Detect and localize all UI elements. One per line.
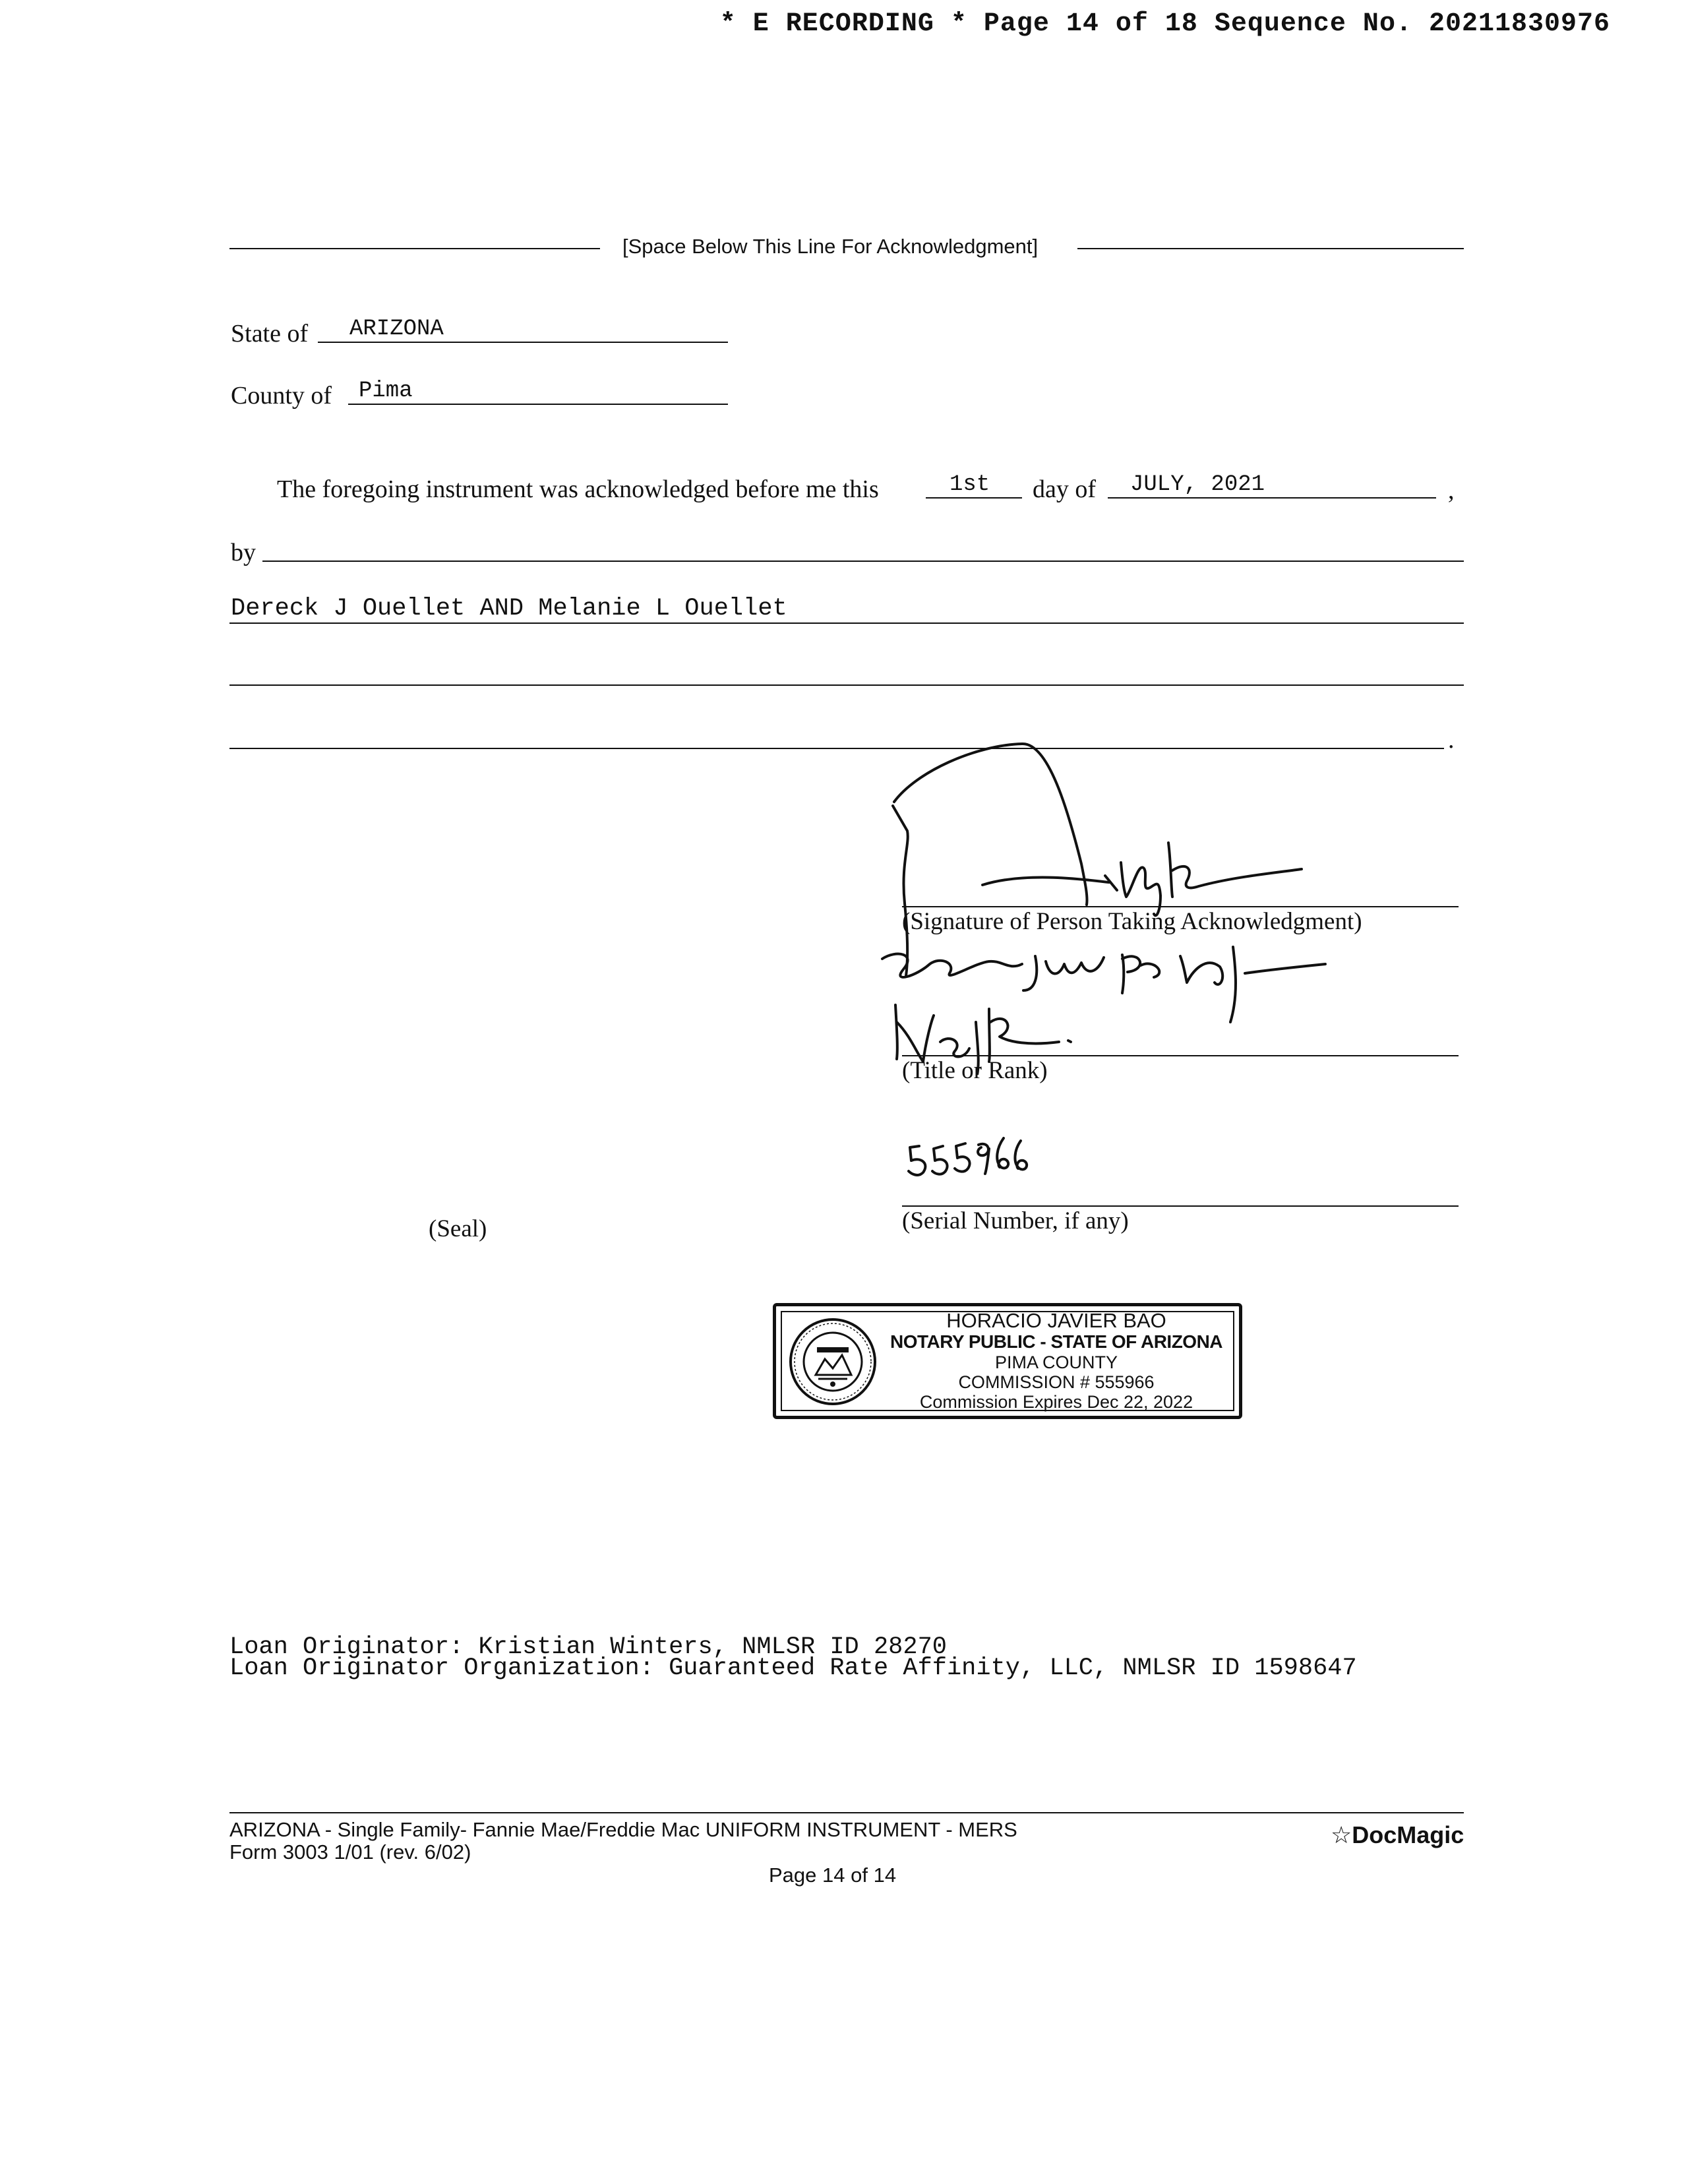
title-caption: (Title or Rank) bbox=[902, 1057, 1048, 1084]
heading-rule-right bbox=[1077, 248, 1464, 249]
day-of-label: day of bbox=[1033, 475, 1097, 503]
signer-names: Dereck J Ouellet AND Melanie L Ouellet bbox=[231, 595, 787, 622]
blank-line-1 bbox=[229, 684, 1464, 686]
loan-originator-block bbox=[229, 1633, 1357, 1682]
state-value: ARIZONA bbox=[349, 317, 444, 342]
acknowledgment-sentence: The foregoing instrument was acknowledged before me this bbox=[277, 475, 879, 503]
county-underline bbox=[348, 404, 728, 405]
state-label: State of bbox=[231, 320, 309, 348]
star-icon: ☆ bbox=[1331, 1821, 1352, 1848]
loan-originator-organization: Loan Originator Organization: Guaranteed Rate Affinity, LLC, NMLSR ID 1598647 bbox=[229, 1654, 1357, 1682]
blank-line-period: . bbox=[1448, 726, 1455, 754]
recording-header: * E RECORDING * Page 14 of 18 Sequence No. 20211830976 bbox=[719, 9, 1610, 39]
notary-signature bbox=[877, 732, 1418, 1075]
docmagic-logo bbox=[1331, 1821, 1464, 1849]
county-label: County of bbox=[231, 382, 332, 410]
names-underline bbox=[229, 622, 1464, 624]
by-label: by bbox=[231, 539, 256, 566]
notary-stamp bbox=[773, 1303, 1242, 1419]
month-year-value: JULY, 2021 bbox=[1130, 472, 1265, 497]
county-value: Pima bbox=[359, 379, 413, 404]
acknowledgment-heading: [Space Below This Line For Acknowledgment] bbox=[622, 235, 1039, 258]
serial-caption: (Serial Number, if any) bbox=[902, 1207, 1129, 1234]
notary-county: PIMA COUNTY bbox=[994, 1352, 1118, 1372]
month-year-underline bbox=[1108, 497, 1436, 499]
state-underline bbox=[318, 342, 728, 343]
footer-form-number: Form 3003 1/01 (rev. 6/02) bbox=[229, 1840, 471, 1864]
footer-form-title: ARIZONA - Single Family- Fannie Mae/Freddie Mac UNIFORM INSTRUMENT - MERS bbox=[229, 1818, 1017, 1841]
notary-title: NOTARY PUBLIC - STATE OF ARIZONA bbox=[889, 1331, 1223, 1352]
loan-originator: Loan Originator: Kristian Winters, NMLSR ID 28270 bbox=[229, 1633, 947, 1661]
notary-commission: COMMISSION # 555966 bbox=[958, 1372, 1155, 1392]
docmagic-brand: DocMagic bbox=[1352, 1821, 1464, 1848]
footer-rule bbox=[229, 1812, 1464, 1813]
handwritten-serial-number bbox=[905, 1134, 1037, 1187]
footer-page-number: Page 14 of 14 bbox=[769, 1864, 897, 1887]
footer-form-info bbox=[229, 1819, 1017, 1864]
sentence-comma: , bbox=[1448, 477, 1455, 504]
notary-name: HORACIO JAVIER BAO bbox=[946, 1309, 1166, 1332]
by-underline bbox=[262, 561, 1464, 562]
seal-label: (Seal) bbox=[429, 1215, 487, 1242]
heading-rule-left bbox=[229, 248, 600, 249]
day-underline bbox=[926, 497, 1022, 499]
arizona-state-seal bbox=[785, 1316, 880, 1408]
day-value: 1st bbox=[950, 472, 990, 497]
notary-expiration: Commission Expires Dec 22, 2022 bbox=[919, 1392, 1193, 1412]
signature-caption: (Signature of Person Taking Acknowledgment) bbox=[902, 908, 1362, 935]
